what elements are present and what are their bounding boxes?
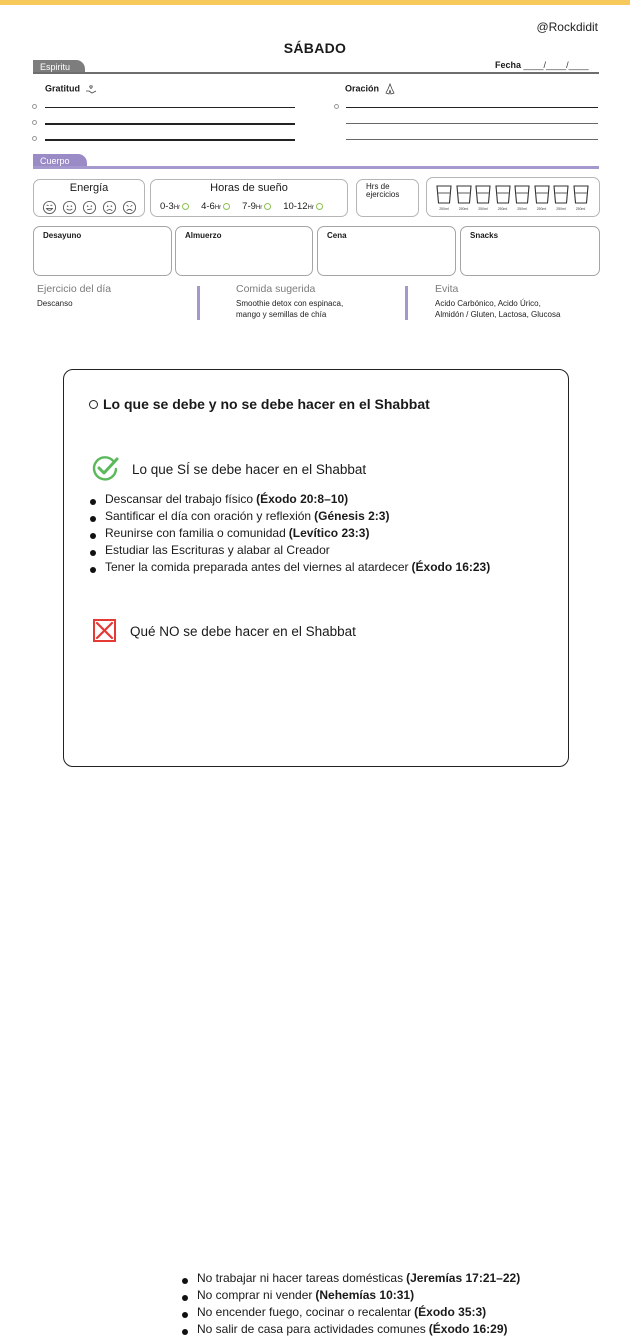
author-handle: @Rockdidit xyxy=(536,20,598,34)
water-tracker-card xyxy=(426,177,600,217)
bullet-dot-icon xyxy=(182,1329,188,1335)
meal-box-almuerzo[interactable]: Almuerzo xyxy=(175,226,313,276)
gratitud-line[interactable] xyxy=(45,123,295,125)
cross-box-icon xyxy=(92,619,118,643)
oracion-heading xyxy=(345,83,396,95)
avoid-line: Acido Carbónico, Acido Úrico, xyxy=(435,299,541,308)
exercise-hours-label xyxy=(366,183,399,199)
shabbat-title-text: Lo que se debe y no se debe hacer en el Shabbat xyxy=(103,396,430,412)
sad-face-icon[interactable] xyxy=(102,200,117,215)
top-accent-bar xyxy=(0,0,630,5)
meal-box-cena[interactable]: Cena xyxy=(317,226,456,276)
suggested-food-title: Comida sugerida xyxy=(236,283,316,295)
bullet-dot-icon xyxy=(182,1312,188,1318)
exercise-hours-label-line2: ejercicios xyxy=(366,190,400,199)
water-glass-icon[interactable] xyxy=(553,185,569,211)
water-glass-label: 250ml xyxy=(439,207,449,211)
dont-item xyxy=(182,1287,520,1304)
dont-item-text: No trabajar ni hacer tareas domésticas xyxy=(197,1271,404,1286)
bullet-dot-icon xyxy=(90,567,96,573)
date-label: Fecha xyxy=(495,60,522,70)
do-item-reference: (Éxodo 16:23) xyxy=(411,559,491,574)
water-glass-icon[interactable] xyxy=(573,185,589,211)
hand-heart-icon xyxy=(85,83,97,95)
sleep-option[interactable] xyxy=(242,201,271,212)
sleep-range: 0-3 xyxy=(160,201,174,212)
do-item-text: Reunirse con familia o comunidad xyxy=(105,525,286,540)
page-title: SÁBADO xyxy=(283,40,347,56)
do-item xyxy=(90,541,490,558)
bullet-dot-icon xyxy=(90,550,96,556)
neutral-face-icon[interactable] xyxy=(82,200,97,215)
gratitud-label: Gratitud xyxy=(45,83,80,94)
do-item xyxy=(90,491,490,508)
sleep-unit: Hr xyxy=(255,204,263,211)
do-item-text: Tener la comida preparada antes del viernes al atardecer xyxy=(105,559,409,574)
meal-box-snacks[interactable]: Snacks xyxy=(460,226,600,276)
dont-item-reference: (Éxodo 16:29) xyxy=(428,1321,508,1336)
water-glass-label: 250ml xyxy=(536,207,547,211)
radio-circle-icon[interactable] xyxy=(182,203,189,210)
bullet-dot-icon xyxy=(90,499,96,505)
exercise-hours-label-line1: Hrs de xyxy=(366,182,390,191)
bullet-dot-icon xyxy=(182,1278,188,1284)
water-glass-label: 250ml xyxy=(497,207,508,211)
circle-bullet-icon xyxy=(89,400,98,409)
energy-card xyxy=(33,179,145,217)
do-item-text: Estudiar las Escrituras y alabar al Creador xyxy=(105,542,330,557)
date-blank: ____/____/____ xyxy=(523,60,589,70)
dont-item xyxy=(182,1304,520,1321)
bullet-dot-icon xyxy=(90,516,96,522)
dont-heading xyxy=(92,619,521,1336)
sleep-label: Horas de sueño xyxy=(210,182,288,194)
radio-circle-icon[interactable] xyxy=(264,203,271,210)
dont-item-text: No salir de casa para actividades comunes xyxy=(197,1321,426,1336)
meal-box-desayuno[interactable]: Desayuno xyxy=(33,226,172,276)
happy-face-icon[interactable] xyxy=(62,200,77,215)
water-glass-icon[interactable] xyxy=(456,185,472,211)
sleep-range: 10-12 xyxy=(283,201,308,212)
avoid-text xyxy=(435,298,560,320)
sleep-unit: Hr xyxy=(307,204,314,211)
gratitud-bullet xyxy=(32,120,37,125)
suggested-food-line: Smoothie detox con espinaca, xyxy=(236,299,344,308)
gratitud-bullet xyxy=(32,104,37,109)
exercise-hours-card[interactable] xyxy=(356,179,419,217)
do-heading-text: Lo que SÍ se debe hacer en el Shabbat xyxy=(132,461,367,477)
praying-hands-icon xyxy=(384,83,396,95)
bullet-dot-icon xyxy=(90,533,96,539)
water-glass-label: 250ml xyxy=(575,207,586,211)
do-item-reference: (Génesis 2:3) xyxy=(314,509,390,524)
info-divider xyxy=(405,286,408,320)
water-glass-icon[interactable] xyxy=(495,185,511,211)
suggested-food-line: mango y semillas de chía xyxy=(236,310,327,319)
sleep-option[interactable] xyxy=(160,201,189,212)
check-circle-icon xyxy=(92,456,120,482)
water-glass-label: 250ml xyxy=(478,207,488,211)
oracion-label: Oración xyxy=(345,83,380,94)
dont-item-text: No comprar ni vender xyxy=(197,1288,313,1303)
section-divider-cuerpo xyxy=(33,166,599,169)
do-item-text: Santificar el día con oración y reflexión xyxy=(105,509,312,524)
sleep-unit: Hr xyxy=(214,204,222,211)
radio-circle-icon[interactable] xyxy=(223,203,230,210)
water-glass-icon[interactable] xyxy=(534,185,550,211)
dont-heading-text: Qué NO se debe hacer en el Shabbat xyxy=(130,623,356,639)
exhausted-face-icon[interactable] xyxy=(122,200,137,215)
dont-list xyxy=(182,1270,520,1337)
date-field[interactable] xyxy=(495,60,589,70)
dont-item-reference: (Jeremías 17:21–22) xyxy=(406,1271,521,1286)
do-heading xyxy=(92,456,366,482)
gratitud-heading xyxy=(45,83,97,95)
dont-item-reference: (Éxodo 35:3) xyxy=(414,1304,487,1319)
gratitud-line[interactable] xyxy=(45,107,295,108)
do-item-text: Descansar del trabajo físico xyxy=(105,492,254,507)
sleep-unit: Hr xyxy=(173,204,181,211)
do-item xyxy=(90,525,490,542)
water-glass-label: 250ml xyxy=(458,207,469,211)
oracion-line[interactable] xyxy=(346,139,598,140)
oracion-bullet xyxy=(334,104,339,109)
do-list xyxy=(90,491,490,575)
suggested-food-text xyxy=(236,298,343,320)
sleep-option[interactable] xyxy=(283,201,323,212)
sleep-option[interactable] xyxy=(201,201,230,212)
sleep-card xyxy=(150,179,348,217)
oracion-line[interactable] xyxy=(346,123,598,124)
shabbat-title xyxy=(89,396,430,412)
gratitud-line[interactable] xyxy=(45,139,295,141)
dont-item xyxy=(182,1320,520,1337)
water-glass-icon[interactable] xyxy=(475,185,491,211)
section-tab-cuerpo: Cuerpo xyxy=(33,154,87,168)
energy-label: Energía xyxy=(69,182,109,194)
very-happy-face-icon[interactable] xyxy=(42,200,57,215)
water-glass-icon[interactable] xyxy=(436,185,452,211)
do-item xyxy=(90,558,490,575)
sleep-range: 4-6 xyxy=(201,201,215,212)
radio-circle-icon[interactable] xyxy=(316,203,323,210)
exercise-of-day-title: Ejercicio del día xyxy=(37,283,112,295)
do-item-reference: (Levítico 23:3) xyxy=(288,525,370,540)
dont-item-text: No encender fuego, cocinar o recalentar xyxy=(197,1304,412,1319)
exercise-of-day-text: Descanso xyxy=(37,299,73,308)
water-glass-label: 250ml xyxy=(517,207,527,211)
dont-item-reference: (Nehemías 10:31) xyxy=(315,1288,415,1303)
info-divider xyxy=(197,286,200,320)
bullet-dot-icon xyxy=(182,1295,188,1301)
water-glass-icon[interactable] xyxy=(514,185,530,211)
section-tab-espiritu: Espiritu xyxy=(33,60,85,74)
section-divider-espiritu xyxy=(33,72,599,74)
avoid-line: Almidón / Gluten, Lactosa, Glucosa xyxy=(435,310,561,319)
water-glass-label: 250ml xyxy=(556,207,566,211)
do-item xyxy=(90,508,490,525)
sleep-range: 7-9 xyxy=(242,201,256,212)
dont-item xyxy=(182,1270,520,1287)
gratitud-bullet xyxy=(32,136,37,141)
do-item-reference: (Éxodo 20:8–10) xyxy=(256,492,349,507)
oracion-line[interactable] xyxy=(346,107,598,108)
avoid-title: Evita xyxy=(435,283,459,295)
